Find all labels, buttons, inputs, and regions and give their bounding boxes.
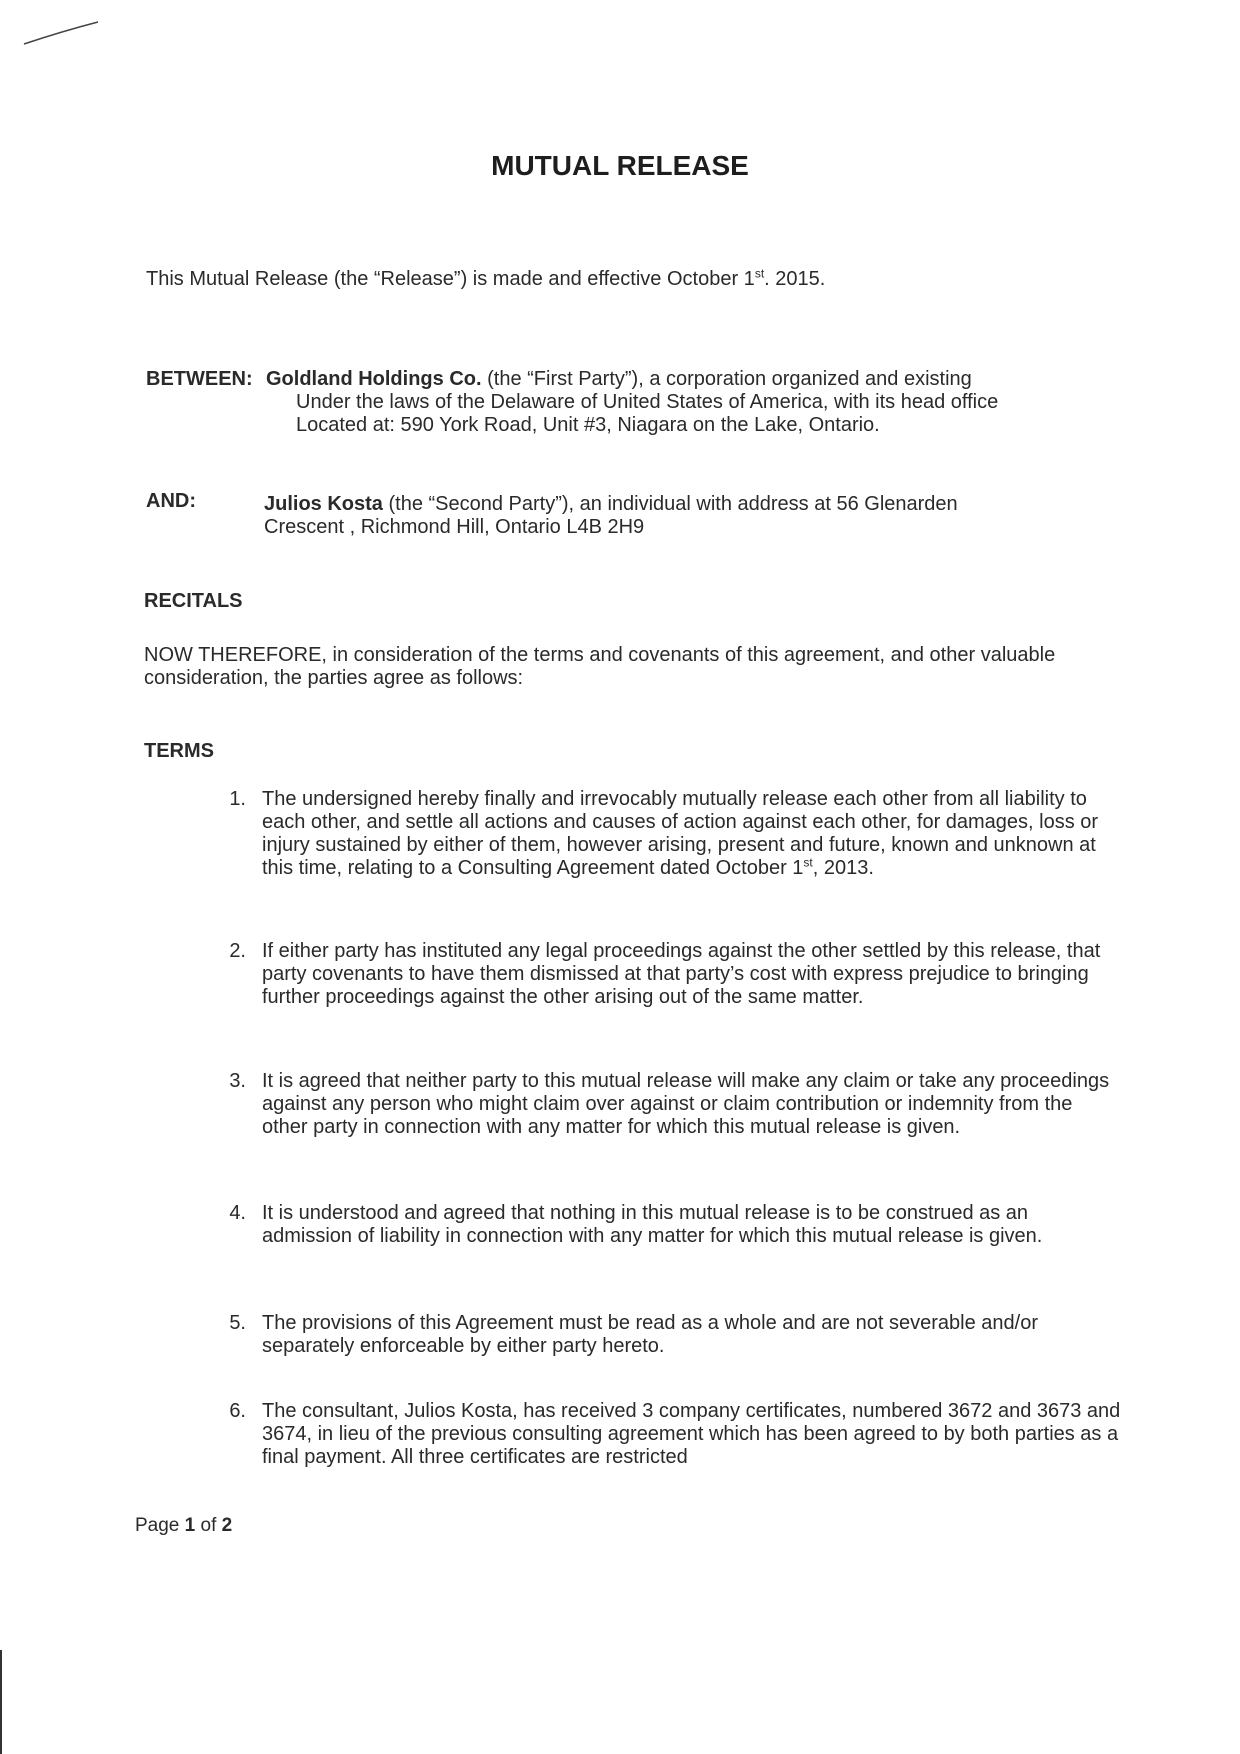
first-party-name: Goldland Holdings Co. [266, 368, 482, 390]
first-party-line1: (the “First Party”), a corporation organized and existing [481, 368, 972, 390]
term-number: 1. [229, 788, 246, 810]
terms-heading: TERMS [144, 740, 214, 762]
second-party-line1: (the “Second Party”), an individual with address at 56 Glenarden [382, 493, 958, 515]
second-party-line2: Crescent , Richmond Hill, Ontario L4B 2H9 [264, 516, 645, 538]
first-party-line2: Under the laws of the Delaware of United States of America, with its head office [296, 391, 999, 413]
term-text: It is understood and agreed that nothing in this mutual release is to be construed as an admission of liability in connection with any matter for which this mutual release is given. [262, 1202, 1043, 1247]
between-label: BETWEEN: [146, 368, 253, 390]
document-title: MUTUAL RELEASE [491, 150, 749, 181]
intro-ordinal: st [754, 266, 765, 281]
term-text: It is agreed that neither party to this mutual release will make any claim or take any proceedings against any person who might claim over against or claim contribution or indemnity from the other party in connection with any matter for which this mutual release is given. [262, 1070, 1110, 1138]
term-text: The provisions of this Agreement must be read as a whole and are not severable and/or separately enforceable by either party hereto. [262, 1312, 1039, 1357]
pen-stroke-mark [22, 18, 102, 48]
and-label: AND: [146, 490, 196, 512]
term-number: 6. [229, 1400, 246, 1422]
second-party-details [264, 493, 1124, 539]
intro-tail: . 2015. [764, 268, 826, 290]
first-party-line3: Located at: 590 York Road, Unit #3, Niagara on the Lake, Ontario. [296, 414, 880, 436]
intro-text: This Mutual Release (the “Release”) is made and effective October 1 [146, 268, 755, 290]
term-text: If either party has instituted any legal proceedings against the other settled by this release, that party covenants to have them dismissed at that party’s cost with express prejudice to bringing further proceedings against the other arising out of the same matter. [262, 940, 1101, 1008]
first-party-details [266, 368, 1126, 437]
intro-paragraph [146, 268, 825, 291]
recitals-text: NOW THEREFORE, in consideration of the terms and covenants of this agreement, and other valuable consideration, the parties agree as follows: [144, 644, 1056, 689]
recitals-heading: RECITALS [144, 590, 243, 612]
second-party-name: Julios Kosta [264, 493, 383, 515]
term-text: The consultant, Julios Kosta, has received 3 company certificates, numbered 3672 and 3673 and 3674, in lieu of the previous consulting agreement which has been agreed to by both parties as a final payment. All three certificates are restricted [262, 1400, 1121, 1468]
page-number: Page 1 of 2 [135, 1515, 233, 1536]
term-number: 3. [229, 1070, 246, 1092]
scan-edge-mark [0, 1650, 2, 1754]
term-number: 5. [229, 1312, 246, 1334]
term-text: The undersigned hereby finally and irrevocably mutually release each other from all liability to each other, and settle all actions and causes of action against each other, for damages, loss or injury sustained by either of them, however arising, present and future, known and unknown at this time, relating to a Consulting Agreement dated October 1st, 2013. [262, 788, 1099, 879]
term-number: 4. [229, 1202, 246, 1224]
term-number: 2. [229, 940, 246, 962]
